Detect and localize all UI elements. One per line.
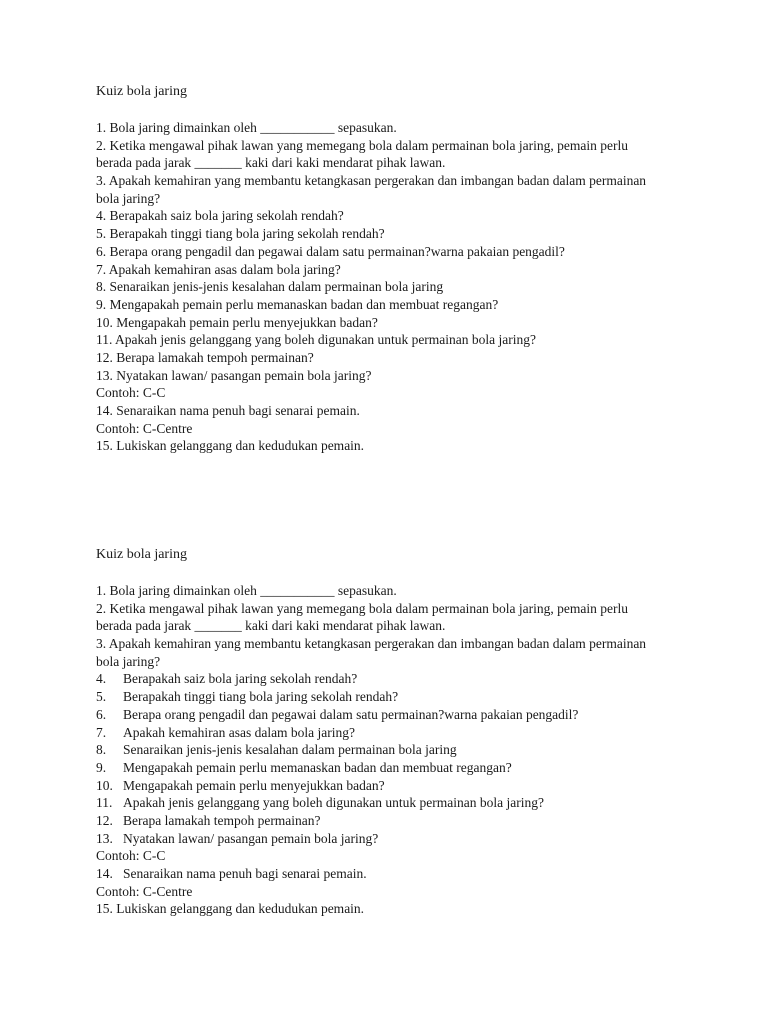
question-number: 5. [96, 689, 107, 705]
question-line [96, 688, 726, 706]
question-text: bola jaring? [96, 190, 161, 206]
question-number: 9. [96, 296, 107, 312]
question-text: Apakah jenis gelanggang yang boleh digunakan untuk permainan bola jaring? [123, 795, 544, 811]
question-number: 2. [96, 137, 107, 153]
question-number: 1. [96, 120, 107, 135]
question-list [96, 582, 726, 918]
question-number: 6. [96, 706, 107, 722]
question-text: Berapakah saiz bola jaring sekolah rendah? [123, 671, 358, 687]
question-number: 7. [96, 724, 107, 740]
question-text: Berapa lamakah tempoh permainan? [123, 812, 321, 828]
question-text: Mengapakah pemain perlu memanaskan badan dan membuat regangan? [123, 759, 512, 775]
question-text: Senaraikan nama penuh bagi senarai pemain. [123, 866, 367, 881]
question-number: 15. [96, 438, 113, 454]
question-number: 11. [96, 795, 113, 811]
question-text: Ketika mengawal pihak lawan yang memegang bola dalam permainan bola jaring, pemain perlu [109, 137, 628, 153]
question-text: Lukiskan gelanggang dan kedudukan pemain. [116, 901, 365, 917]
question-text: berada pada jarak _______ kaki dari kaki mendarat pihak lawan. [96, 155, 446, 171]
question-line [96, 847, 726, 865]
question-text: Berapa orang pengadil dan pegawai dalam satu permainan?warna pakaian pengadil? [109, 243, 565, 259]
question-number: 14. [96, 403, 113, 418]
question-number: 3. [96, 173, 107, 189]
question-line [96, 137, 726, 155]
question-text: Apakah jenis gelanggang yang boleh digunakan untuk permainan bola jaring? [115, 332, 537, 348]
question-text: Nyatakan lawan/ pasangan pemain bola jaring? [123, 830, 379, 846]
question-line [96, 670, 726, 688]
question-number: 7. [96, 261, 107, 277]
question-text: Bola jaring dimainkan oleh ___________ sepasukan. [109, 583, 397, 598]
question-line [96, 420, 726, 438]
question-line [96, 119, 726, 137]
question-number: 12. [96, 349, 113, 365]
question-line [96, 706, 726, 724]
question-text: Apakah kemahiran yang membantu ketangkasan pergerakan dan imbangan badan dalam permainan [108, 636, 647, 652]
quiz-title: Kuiz bola jaring [96, 547, 187, 562]
question-number: 4. [96, 671, 107, 687]
question-text: Berapa lamakah tempoh permainan? [116, 349, 314, 365]
question-number: 5. [96, 226, 107, 242]
question-line [96, 172, 726, 190]
question-line [96, 635, 726, 653]
question-text: Berapa orang pengadil dan pegawai dalam satu permainan?warna pakaian pengadil? [123, 706, 579, 722]
question-number: 10. [96, 777, 113, 793]
question-line [96, 190, 726, 208]
question-number: 10. [96, 314, 113, 330]
question-text: Senaraikan jenis-jenis kesalahan dalam permainan bola jaring [123, 742, 457, 758]
question-line [96, 900, 726, 918]
question-number: 13. [96, 367, 113, 383]
question-number: 8. [96, 742, 107, 758]
question-line [96, 367, 726, 385]
question-line [96, 243, 726, 261]
question-line [96, 865, 726, 883]
question-text: Contoh: C-C [96, 385, 166, 401]
question-text: Berapakah tinggi tiang bola jaring sekolah rendah? [109, 226, 385, 242]
question-text: Apakah kemahiran asas dalam bola jaring? [108, 261, 341, 277]
question-text: Contoh: C-Centre [96, 883, 193, 899]
question-text: Ketika mengawal pihak lawan yang memegang bola dalam permainan bola jaring, pemain perlu [109, 600, 628, 616]
question-line [96, 582, 726, 600]
question-text: Senaraikan jenis-jenis kesalahan dalam permainan bola jaring [109, 279, 444, 295]
question-line [96, 207, 726, 225]
question-list [96, 119, 726, 455]
question-number: 13. [96, 830, 113, 846]
question-text: Contoh: C-Centre [96, 420, 193, 436]
question-line [96, 794, 726, 812]
quiz-block-1 [96, 83, 726, 455]
question-number: 9. [96, 759, 107, 775]
question-line [96, 883, 726, 901]
question-line [96, 225, 726, 243]
question-line [96, 314, 726, 332]
question-line [96, 600, 726, 618]
question-line [96, 777, 726, 795]
question-text: Mengapakah pemain perlu menyejukkan badan? [123, 777, 385, 793]
question-line [96, 278, 726, 296]
question-line [96, 261, 726, 279]
question-text: Contoh: C-C [96, 848, 166, 864]
question-text: berada pada jarak _______ kaki dari kaki mendarat pihak lawan. [96, 618, 446, 634]
question-text: Mengapakah pemain perlu memanaskan badan dan membuat regangan? [109, 296, 499, 312]
question-text: Berapakah saiz bola jaring sekolah rendah? [109, 208, 344, 224]
question-line [96, 402, 726, 420]
question-text: Lukiskan gelanggang dan kedudukan pemain. [116, 438, 365, 454]
question-number: 1. [96, 583, 107, 598]
question-text: Mengapakah pemain perlu menyejukkan badan? [116, 314, 378, 330]
quiz-block-2 [96, 546, 726, 918]
question-number: 12. [96, 812, 113, 828]
question-text: Apakah kemahiran asas dalam bola jaring? [123, 724, 356, 740]
question-line [96, 741, 726, 759]
question-text: Nyatakan lawan/ pasangan pemain bola jaring? [116, 367, 372, 383]
question-line [96, 812, 726, 830]
question-text: Bola jaring dimainkan oleh ___________ sepasukan. [109, 120, 397, 135]
question-line [96, 759, 726, 777]
question-line [96, 617, 726, 635]
question-number: 14. [96, 866, 113, 881]
question-line [96, 437, 726, 455]
question-line [96, 384, 726, 402]
question-number: 4. [96, 208, 107, 224]
quiz-title: Kuiz bola jaring [96, 84, 187, 99]
question-line [96, 724, 726, 742]
question-text: bola jaring? [96, 653, 161, 669]
question-line [96, 830, 726, 848]
question-text: Apakah kemahiran yang membantu ketangkasan pergerakan dan imbangan badan dalam permainan [108, 173, 647, 189]
question-number: 8. [96, 279, 107, 295]
question-number: 2. [96, 600, 107, 616]
question-number: 11. [96, 332, 113, 348]
question-text: Senaraikan nama penuh bagi senarai pemain. [116, 403, 360, 418]
question-line [96, 349, 726, 367]
question-line [96, 331, 726, 349]
question-number: 15. [96, 901, 113, 917]
question-line [96, 653, 726, 671]
question-number: 3. [96, 636, 107, 652]
question-line [96, 154, 726, 172]
question-text: Berapakah tinggi tiang bola jaring sekolah rendah? [123, 689, 399, 705]
question-number: 6. [96, 243, 107, 259]
question-line [96, 296, 726, 314]
